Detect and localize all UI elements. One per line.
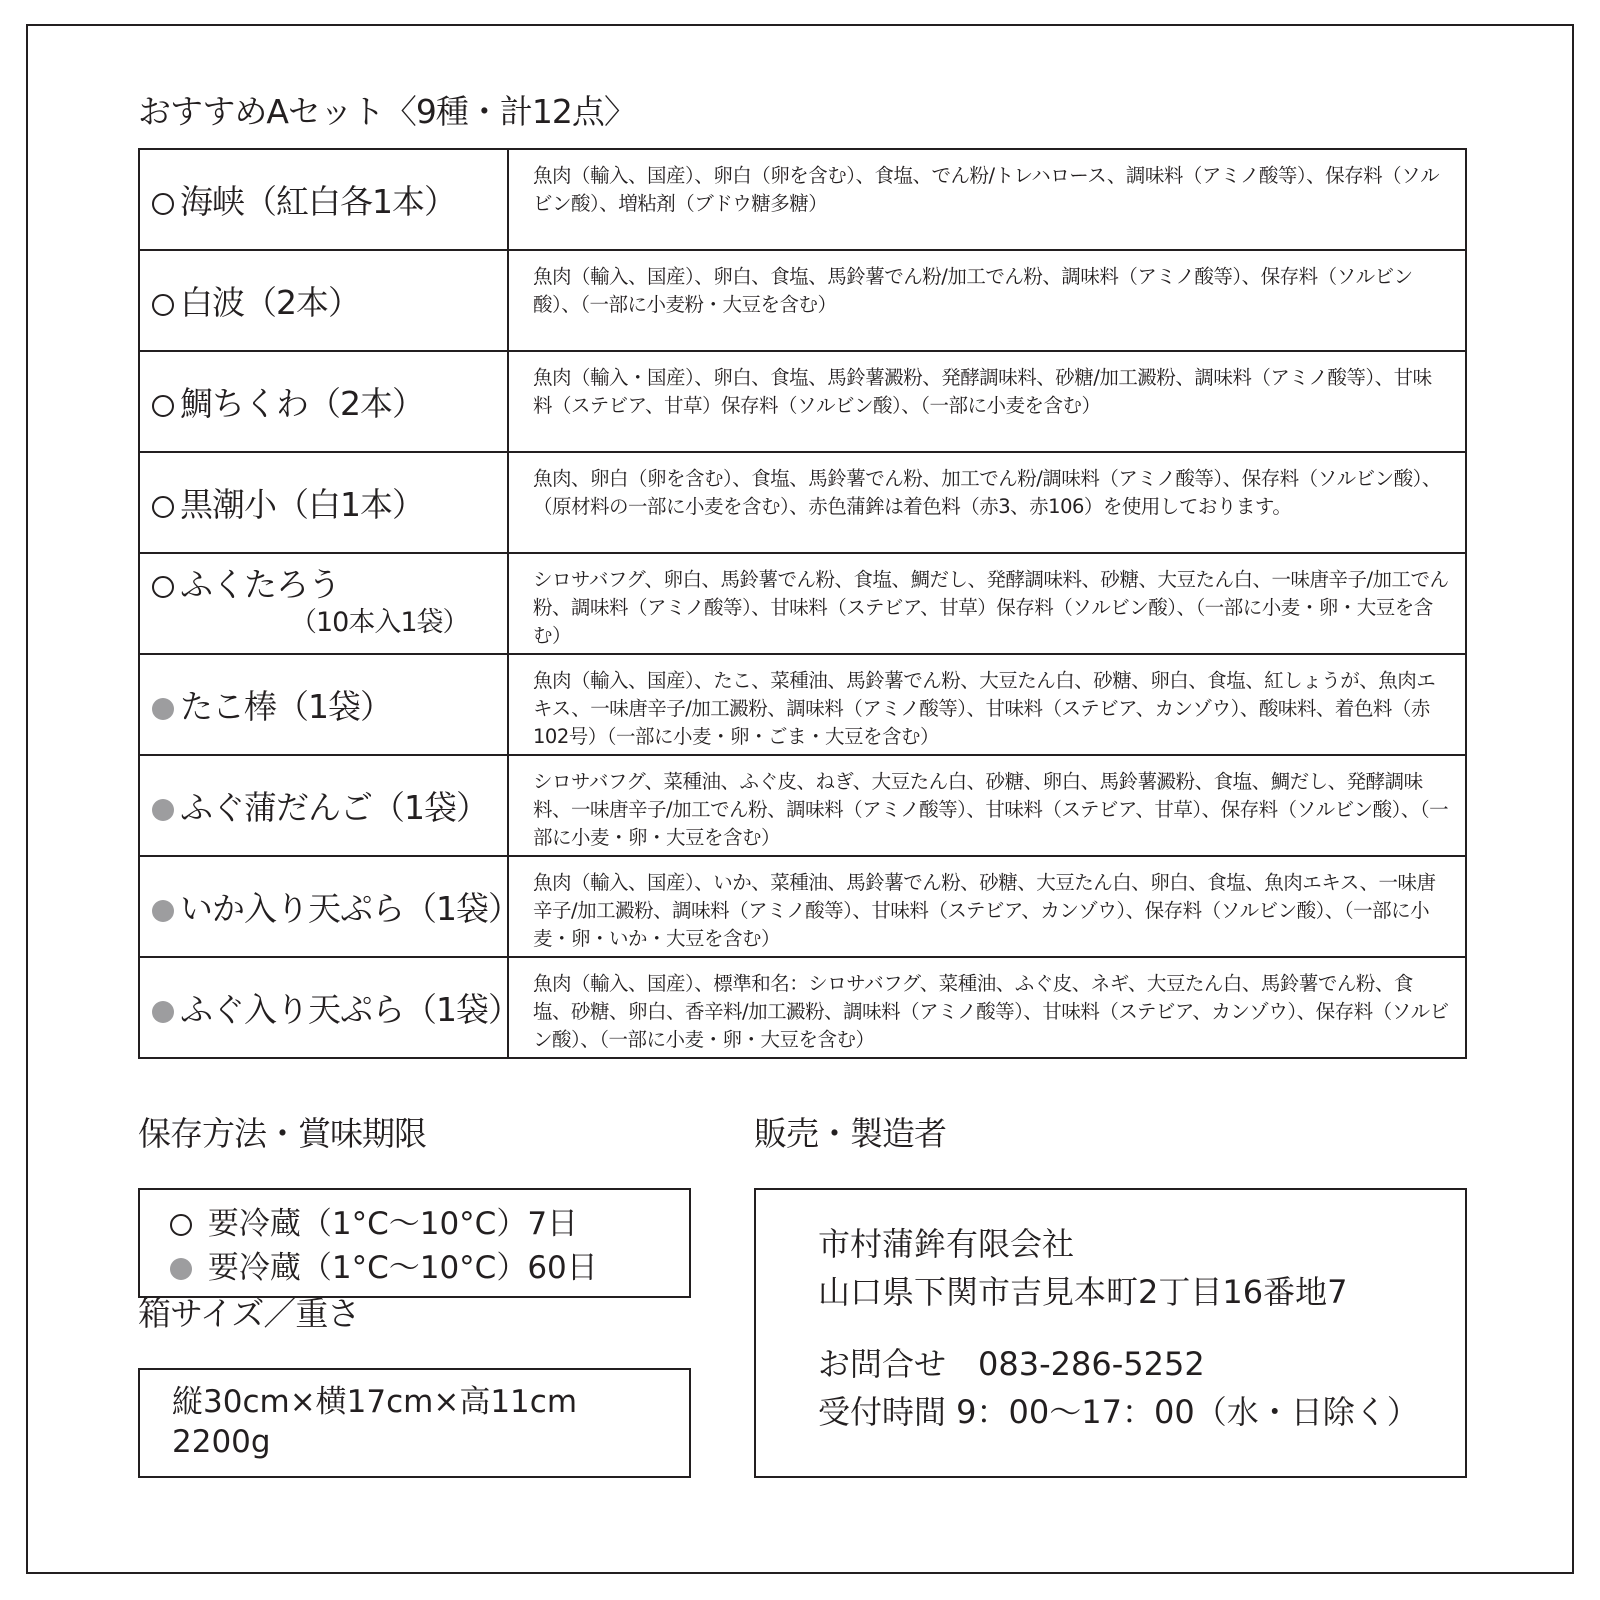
filled-circle-icon <box>152 900 174 922</box>
table-row <box>139 250 1466 351</box>
item-name-cell <box>139 452 508 553</box>
storage-text: 要冷蔵（1°C〜10°C）60日 <box>207 1250 598 1286</box>
company-name: 市村蒲鉾有限会社 <box>818 1225 1075 1263</box>
storage-line <box>170 1246 689 1290</box>
storage-line <box>170 1202 689 1246</box>
open-circle-icon <box>170 1214 192 1236</box>
company-address: 山口県下関市吉見本町2丁目16番地7 <box>818 1273 1348 1311</box>
open-circle-icon <box>152 193 174 215</box>
storage-text: 要冷蔵（1°C〜10°C）7日 <box>207 1206 579 1242</box>
spacer <box>818 1316 1465 1340</box>
item-name: ふくたろう <box>180 564 340 604</box>
item-name: たこ棒（1袋） <box>180 687 392 726</box>
table-row <box>139 351 1466 452</box>
item-quantity: （10本入1袋） <box>290 606 469 638</box>
items-table <box>138 148 1467 1059</box>
item-ingredients: 魚肉（輸入、国産）、たこ、菜種油、馬鈴薯でん粉、大豆たん白、砂糖、卵白、食塩、紅しょうが、魚肉エキス、一味唐辛子/加工澱粉、調味料（アミノ酸等）、甘味料（ステビア、カンゾウ）、酸味料、着色料（赤102号）（一部に小麦・卵・ごま・大豆を含む） <box>508 654 1466 755</box>
set-title: おすすめAセット〈9種・計12点〉 <box>138 92 636 131</box>
open-circle-icon <box>152 395 174 417</box>
storage-box <box>138 1188 691 1298</box>
item-name: 黒潮小（白1本） <box>180 485 424 524</box>
filled-circle-icon <box>170 1258 192 1280</box>
item-name-cell <box>139 755 508 856</box>
item-ingredients: 魚肉（輸入、国産）、標準和名：シロサバフグ、菜種油、ふぐ皮、ネギ、大豆たん白、馬鈴薯でん粉、食塩、砂糖、卵白、香辛料/加工澱粉、調味料（アミノ酸等）、甘味料（ステビア、カンゾウ）、保存料（ソルビン酸）、（一部に小麦・卵・大豆を含む） <box>508 957 1466 1058</box>
contact-phone: お問合せ 083-286-5252 <box>818 1345 1205 1383</box>
item-name-cell <box>139 351 508 452</box>
item-name-cell <box>139 856 520 957</box>
table-row <box>139 452 1466 553</box>
table-row <box>139 654 1466 755</box>
item-ingredients: 魚肉（輸入、国産）、いか、菜種油、馬鈴薯でん粉、砂糖、大豆たん白、卵白、食塩、魚肉エキス、一味唐辛子/加工澱粉、調味料（アミノ酸等）、甘味料（ステビア、カンゾウ）、保存料（ソルビン酸）、（一部に小麦・卵・いか・大豆を含む） <box>508 856 1466 957</box>
filled-circle-icon <box>152 799 174 821</box>
box-weight: 2200g <box>172 1424 271 1460</box>
item-name: ふぐ入り天ぷら（1袋） <box>180 990 520 1029</box>
business-hours: 受付時間 9：00〜17：00（水・日除く） <box>818 1393 1419 1431</box>
item-name-cell <box>139 654 508 755</box>
item-name-cell <box>139 957 520 1058</box>
table-row <box>139 149 1466 250</box>
filled-circle-icon <box>152 1001 174 1023</box>
item-name-cell <box>139 250 508 351</box>
item-name-cell <box>139 553 508 654</box>
table-row <box>139 957 1466 1058</box>
table-row <box>139 755 1466 856</box>
item-name: 鯛ちくわ（2本） <box>180 384 424 423</box>
item-ingredients: 魚肉（輸入、国産）、卵白（卵を含む）、食塩、でん粉/トレハロース、調味料（アミノ酸等）、保存料（ソルビン酸）、増粘剤（ブドウ糖多糖） <box>508 149 1466 250</box>
item-name: 海峡（紅白各1本） <box>180 182 456 221</box>
seller-box <box>754 1188 1467 1478</box>
open-circle-icon <box>152 294 174 316</box>
table-row <box>139 856 1466 957</box>
filled-circle-icon <box>152 698 174 720</box>
item-name: 白波（2本） <box>180 283 360 322</box>
item-name: ふぐ蒲だんご（1袋） <box>180 788 488 827</box>
item-ingredients: シロサバフグ、卵白、馬鈴薯でん粉、食塩、鯛だし、発酵調味料、砂糖、大豆たん白、一味唐辛子/加工でん粉、調味料（アミノ酸等）、甘味料（ステビア、甘草）保存料（ソルビン酸）、（一部に小麦・卵・大豆を含む） <box>508 553 1466 654</box>
size-box <box>138 1368 691 1478</box>
item-ingredients: シロサバフグ、菜種油、ふぐ皮、ねぎ、大豆たん白、砂糖、卵白、馬鈴薯澱粉、食塩、鯛だし、発酵調味料、一味唐辛子/加工でん粉、調味料（アミノ酸等）、甘味料（ステビア、甘草）、保存料（ソルビン酸）、（一部に小麦・卵・大豆を含む） <box>508 755 1466 856</box>
item-name-cell <box>139 149 508 250</box>
size-heading: 箱サイズ／重さ <box>138 1294 360 1333</box>
item-name: いか入り天ぷら（1袋） <box>180 889 520 928</box>
item-ingredients: 魚肉（輸入・国産）、卵白、食塩、馬鈴薯澱粉、発酵調味料、砂糖/加工澱粉、調味料（アミノ酸等）、甘味料（ステビア、甘草）保存料（ソルビン酸）、（一部に小麦を含む） <box>508 351 1466 452</box>
table-row <box>139 553 1466 654</box>
open-circle-icon <box>152 576 174 598</box>
seller-heading: 販売・製造者 <box>754 1114 946 1153</box>
item-ingredients: 魚肉（輸入、国産）、卵白、食塩、馬鈴薯でん粉/加工でん粉、調味料（アミノ酸等）、保存料（ソルビン酸）、（一部に小麦粉・大豆を含む） <box>508 250 1466 351</box>
box-dimensions: 縦30cm×横17cm×高11cm <box>172 1384 578 1420</box>
open-circle-icon <box>152 496 174 518</box>
item-ingredients: 魚肉、卵白（卵を含む）、食塩、馬鈴薯でん粉、加工でん粉/調味料（アミノ酸等）、保存料（ソルビン酸）、（原材料の一部に小麦を含む）、赤色蒲鉾は着色料（赤3、赤106）を使用しております。 <box>508 452 1466 553</box>
storage-heading: 保存方法・賞味期限 <box>138 1114 426 1153</box>
